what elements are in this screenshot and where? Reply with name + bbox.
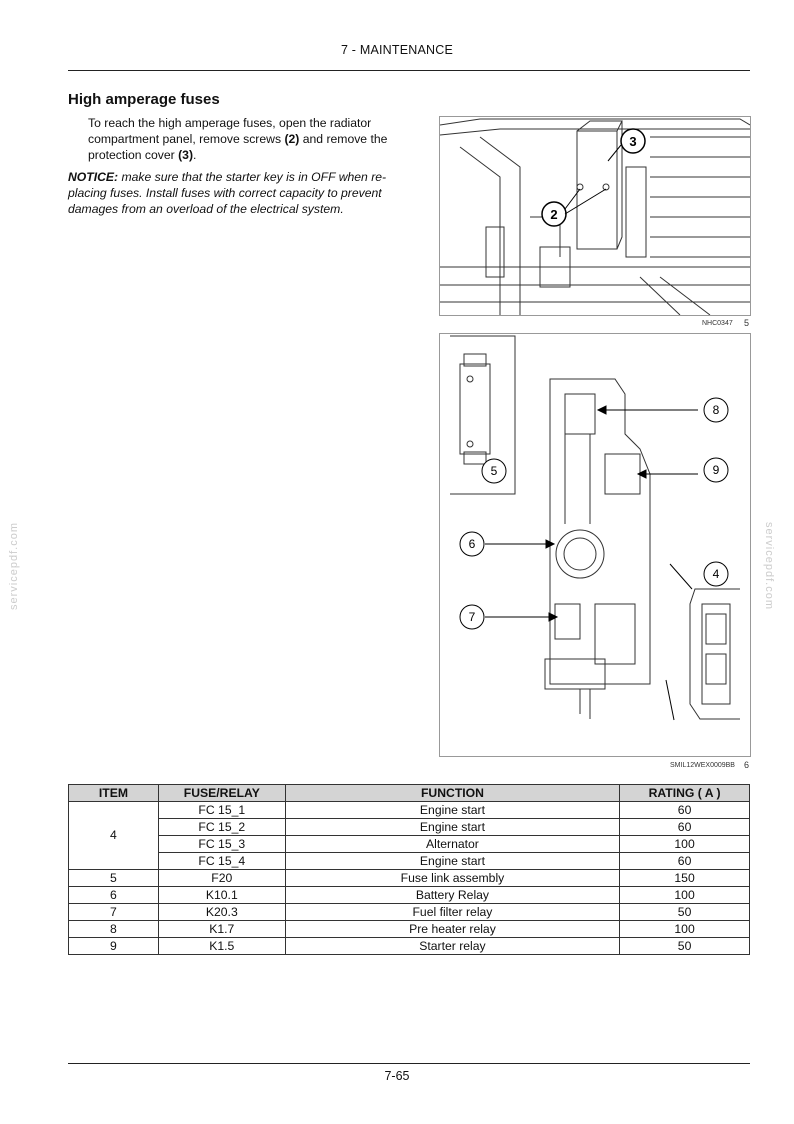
table-row (69, 870, 750, 887)
item-cell: 6 (69, 887, 159, 904)
fuse-cell: FC 15_4 (158, 853, 285, 870)
callout-7: 7 (468, 610, 476, 624)
fuse-cell: FC 15_3 (158, 836, 285, 853)
rating-cell: 50 (620, 904, 750, 921)
fuse-cell: FC 15_2 (158, 819, 285, 836)
figure2-code: SMIL12WEX0009BB (670, 762, 735, 769)
function-cell: Fuel filter relay (285, 904, 619, 921)
intro-text: . (193, 148, 197, 162)
item-cell: 4 (69, 802, 159, 870)
fuse-cell: K10.1 (158, 887, 285, 904)
rating-cell: 50 (620, 938, 750, 955)
watermark-right: servicepdf.com (762, 522, 775, 610)
table-row (69, 853, 750, 870)
fuse-cell: FC 15_1 (158, 802, 285, 819)
rating-cell: 60 (620, 819, 750, 836)
item-cell: 5 (69, 870, 159, 887)
table-row (69, 836, 750, 853)
table-row (69, 887, 750, 904)
table-row (69, 904, 750, 921)
fuse-relay-drawing (440, 334, 750, 756)
function-cell: Pre heater relay (285, 921, 619, 938)
radiator-compartment-drawing (440, 117, 750, 315)
function-cell: Fuse link assembly (285, 870, 619, 887)
function-cell: Engine start (285, 802, 619, 819)
fuse-cell: K1.5 (158, 938, 285, 955)
intro-text: To reach the high amperage fuses, open the radiator compartment panel, remove screws (88, 116, 372, 146)
col-header-rating: RATING ( A ) (620, 785, 750, 802)
section-header: 7 - MAINTENANCE (340, 43, 454, 57)
table-row (69, 819, 750, 836)
col-header-function: FUNCTION (285, 785, 619, 802)
col-header-item: ITEM (69, 785, 159, 802)
item-cell: 9 (69, 938, 159, 955)
rating-cell: 100 (620, 836, 750, 853)
intro-text: and remove the protection cover (88, 132, 388, 162)
function-cell: Engine start (285, 853, 619, 870)
notice-label: NOTICE: (68, 170, 119, 184)
rating-cell: 60 (620, 802, 750, 819)
function-cell: Engine start (285, 819, 619, 836)
callout-2: 2 (550, 207, 558, 222)
callout-4: 4 (712, 567, 720, 581)
figure2-number: 6 (744, 760, 750, 770)
section-heading: High amperage fuses (68, 91, 220, 108)
intro-paragraph (88, 115, 413, 163)
fuse-table (68, 784, 750, 955)
rating-cell: 150 (620, 870, 750, 887)
notice-text: make sure that the starter key is in OFF when re-placing fuses. Install fuses with correct capacity to prevent damages from an overload of the electrical system. (68, 170, 387, 216)
col-header-fuse-relay: FUSE/RELAY (158, 785, 285, 802)
callout-6: 6 (468, 537, 476, 551)
item-cell: 8 (69, 921, 159, 938)
callout-5: 5 (490, 464, 498, 478)
figure1-code: NHC0347 (702, 320, 733, 327)
table-header-row (69, 785, 750, 802)
table-row (69, 921, 750, 938)
item-cell: 7 (69, 904, 159, 921)
table-row (69, 802, 750, 819)
callout-3: 3 (629, 134, 637, 149)
rating-cell: 100 (620, 887, 750, 904)
fuse-cell: K20.3 (158, 904, 285, 921)
figure-fuse-relay-layout (439, 333, 751, 757)
notice-paragraph (68, 169, 413, 217)
figure-radiator-compartment (439, 116, 751, 316)
function-cell: Starter relay (285, 938, 619, 955)
function-cell: Alternator (285, 836, 619, 853)
cover-ref: (3) (178, 148, 194, 162)
rating-cell: 100 (620, 921, 750, 938)
footer-rule (68, 1063, 750, 1064)
figure1-number: 5 (744, 318, 750, 328)
callout-9: 9 (712, 463, 720, 477)
screws-ref: (2) (284, 132, 300, 146)
rating-cell: 60 (620, 853, 750, 870)
page-number: 7-65 (384, 1069, 410, 1083)
fuse-cell: F20 (158, 870, 285, 887)
callout-8: 8 (712, 403, 720, 417)
function-cell: Battery Relay (285, 887, 619, 904)
watermark-left: servicepdf.com (7, 522, 20, 610)
fuse-cell: K1.7 (158, 921, 285, 938)
header-rule (68, 70, 750, 71)
table-row (69, 938, 750, 955)
